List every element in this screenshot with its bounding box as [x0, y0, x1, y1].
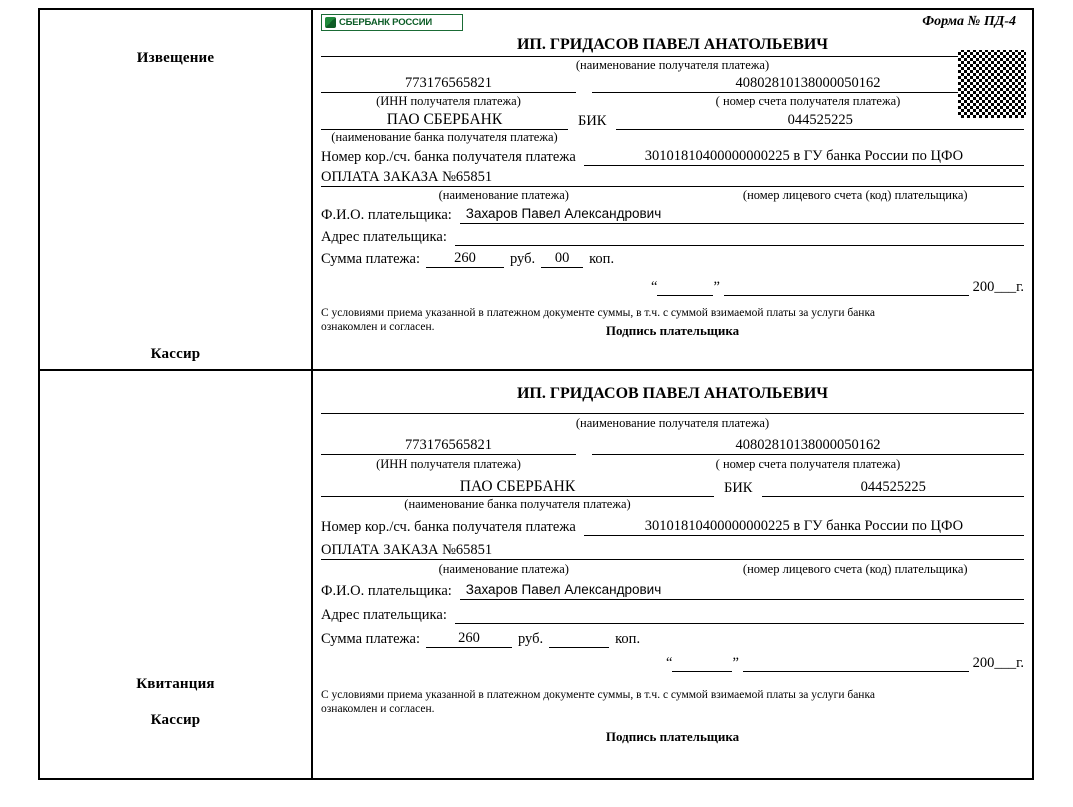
agreement-line2-top: ознакомлен и согласен. [321, 321, 435, 334]
bik-value-top[interactable]: 044525225 [616, 112, 1024, 130]
inn-account-row-bottom [321, 437, 1024, 455]
sum-kop-value-top[interactable]: 00 [541, 250, 583, 268]
corr-account-label-top: Номер кор./сч. банка получателя платежа [321, 149, 576, 165]
sum-label-top: Сумма платежа: [321, 251, 420, 267]
inn-account-captions-bottom [321, 457, 1024, 472]
caption-payment-name-bottom: (наименование платежа) [438, 562, 569, 576]
qr-code [958, 50, 1026, 118]
inn-account-row-top [321, 75, 1024, 93]
quote-close-bottom: ” [732, 655, 739, 671]
recipient-name-bottom: ИП. ГРИДАСОВ ПАВЕЛ АНАТОЛЬЕВИЧ [516, 385, 829, 402]
year-suffix-bottom: 200___г. [972, 655, 1024, 671]
account-value-bottom[interactable]: 40802810138000050162 [592, 437, 1024, 455]
payer-address-value-top[interactable] [455, 228, 1024, 246]
bank-name-value-top[interactable]: ПАО СБЕРБАНК [321, 111, 568, 130]
caption-recipient-bottom: (наименование получателя платежа) [575, 416, 770, 430]
receipt-left-column [40, 371, 313, 778]
payer-fio-label-top: Ф.И.О. плательщика: [321, 207, 452, 223]
caption-inn-top: (ИНН получателя платежа) [376, 94, 521, 108]
rub-label-bottom: руб. [518, 631, 544, 647]
logo-and-form-row [321, 14, 1024, 34]
payer-address-row-top [321, 228, 1024, 246]
bank-name-value-bottom[interactable]: ПАО СБЕРБАНК [321, 478, 714, 497]
spacer-2 [576, 94, 592, 109]
sum-kop-value-bottom[interactable] [549, 630, 609, 648]
caption-account-bottom: ( номер счета получателя платежа) [715, 457, 901, 471]
sberbank-mark-icon [325, 17, 336, 28]
date-month-field-bottom[interactable] [743, 654, 969, 672]
sberbank-logo [321, 14, 463, 31]
rub-label-top: руб. [510, 251, 536, 267]
corr-account-value-top[interactable]: 30101810400000000225 в ГУ банка России по ЦФО [584, 148, 1024, 166]
payment-name-value-bottom[interactable]: ОПЛАТА ЗАКАЗА №65851 [321, 542, 1024, 560]
sum-rub-value-top[interactable]: 260 [426, 250, 504, 268]
caption-personal-account-top: (номер лицевого счета (код) плательщика) [742, 188, 968, 202]
date-day-field-bottom[interactable] [672, 654, 732, 672]
sum-row-top [321, 250, 1024, 268]
bank-bik-row-top [321, 111, 1024, 130]
label-izveschenie: Извещение [136, 50, 215, 66]
rule-under-recipient-top [321, 56, 1024, 57]
label-kassir-bottom: Кассир [150, 712, 201, 728]
caption-recipient-top: (наименование получателя платежа) [575, 58, 770, 72]
quote-close-top: ” [713, 279, 720, 295]
rule-under-recipient-bottom [321, 413, 1024, 414]
corr-account-label-bottom: Номер кор./сч. банка получателя платежа [321, 519, 576, 535]
sum-row-bottom [321, 630, 1024, 648]
date-month-field-top[interactable] [724, 278, 969, 296]
receipt-right-column [313, 371, 1032, 778]
year-suffix-top: 200___г. [972, 279, 1024, 295]
payment-captions-bottom [321, 562, 1024, 577]
date-row-top [321, 278, 1024, 296]
label-kvitanciya: Квитанция [136, 676, 215, 692]
payment-name-row-bottom [321, 542, 1024, 560]
kop-label-bottom: коп. [615, 631, 641, 647]
notice-left-column [40, 10, 313, 369]
payer-address-label-bottom: Адрес плательщика: [321, 607, 447, 623]
payment-form-document [38, 8, 1034, 780]
caption-bank-bottom: (наименование банка получателя платежа) [404, 497, 631, 511]
inn-account-captions-top [321, 94, 1024, 109]
notice-right-column [313, 10, 1032, 369]
sberbank-logo-text: СБЕРБАНК РОССИИ [339, 17, 432, 28]
bank-bik-row-bottom [321, 478, 1024, 497]
payer-fio-row-bottom [321, 582, 1024, 600]
recipient-name-top: ИП. ГРИДАСОВ ПАВЕЛ АНАТОЛЬЕВИЧ [516, 36, 829, 53]
corr-account-value-bottom[interactable]: 30101810400000000225 в ГУ банка России по ЦФО [584, 518, 1024, 536]
form-number: Форма № ПД-4 [922, 14, 1016, 29]
label-kassir-top: Кассир [150, 346, 201, 362]
sum-rub-value-bottom[interactable]: 260 [426, 630, 512, 648]
payer-address-label-top: Адрес плательщика: [321, 229, 447, 245]
payer-address-value-bottom[interactable] [455, 606, 1024, 624]
payer-fio-value-top[interactable]: Захаров Павел Александрович [460, 206, 1024, 224]
quote-open-top: “ [651, 279, 658, 295]
notice-section [40, 10, 1032, 371]
bik-label-top: БИК [578, 113, 607, 129]
payer-fio-row-top [321, 206, 1024, 224]
caption-personal-account-bottom: (номер лицевого счета (код) плательщика) [742, 562, 968, 576]
corr-account-row-bottom [321, 518, 1024, 536]
payment-name-row-top [321, 169, 1024, 187]
bik-value-bottom[interactable]: 044525225 [762, 479, 1024, 497]
payment-captions-top [321, 188, 1024, 203]
caption-payment-name-top: (наименование платежа) [438, 188, 569, 202]
receipt-section [40, 371, 1032, 778]
payer-address-row-bottom [321, 606, 1024, 624]
signature-label-bottom: Подпись плательщика [605, 728, 740, 744]
payer-fio-label-bottom: Ф.И.О. плательщика: [321, 583, 452, 599]
caption-account-top: ( номер счета получателя платежа) [715, 94, 901, 108]
agreement-line1-bottom: С условиями приема указанной в платежном документе суммы, в т.ч. с суммой взимаемой платы за услуги банка [321, 689, 875, 701]
bik-label-bottom: БИК [724, 480, 753, 496]
inn-value-bottom[interactable]: 773176565821 [321, 437, 576, 455]
inn-value-top[interactable]: 773176565821 [321, 75, 576, 93]
caption-bank-top: (наименование банка получателя платежа) [331, 130, 558, 144]
sum-label-bottom: Сумма платежа: [321, 631, 420, 647]
signature-label-top: Подпись плательщика [605, 322, 740, 338]
quote-open-bottom: “ [666, 655, 673, 671]
agreement-line2-bottom: ознакомлен и согласен. [321, 703, 435, 716]
payment-name-value-top[interactable]: ОПЛАТА ЗАКАЗА №65851 [321, 169, 1024, 187]
caption-inn-bottom: (ИНН получателя платежа) [376, 457, 521, 471]
kop-label-top: коп. [589, 251, 615, 267]
agreement-line1-top: С условиями приема указанной в платежном документе суммы, в т.ч. с суммой взимаемой платы за услуги банка [321, 307, 875, 319]
date-row-bottom [321, 654, 1024, 672]
date-day-field-top[interactable] [657, 278, 713, 296]
spacer-5 [576, 457, 592, 472]
account-value-top[interactable]: 40802810138000050162 [592, 75, 1024, 93]
corr-account-row-top [321, 148, 1024, 166]
payer-fio-value-bottom[interactable]: Захаров Павел Александрович [460, 582, 1024, 600]
